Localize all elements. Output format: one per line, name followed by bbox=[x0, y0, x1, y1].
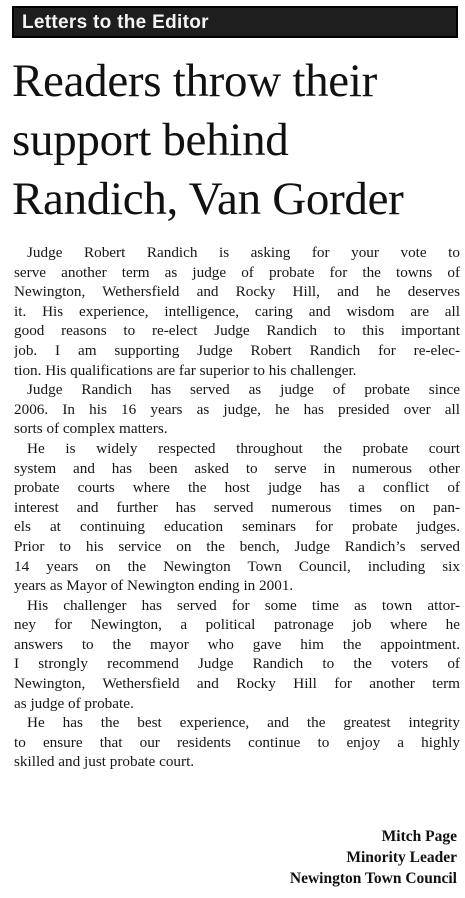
section-banner-label: Letters to the Editor bbox=[22, 12, 209, 33]
headline-line: Readers throw their bbox=[12, 55, 377, 107]
paragraph-line: Judge Robert Randich is asking for your vote to bbox=[27, 244, 460, 261]
paragraph-line: Newington, Wethersfield and Rocky Hill for another term bbox=[14, 675, 460, 693]
paragraph-line: good reasons to re-elect Judge Randich to this important bbox=[14, 322, 460, 340]
headline-line: Randich, Van Gorder bbox=[12, 173, 404, 225]
letter-paragraph bbox=[14, 596, 460, 714]
paragraph-line: interest and further has served numerous times on pan- bbox=[14, 498, 460, 516]
paragraph-line: serve another term as judge of probate for the towns of bbox=[14, 263, 460, 281]
paragraph-line: job. I am supporting Judge Robert Randich for re-elec- bbox=[14, 341, 460, 359]
letter-paragraph bbox=[14, 439, 460, 596]
headline-line: support behind bbox=[12, 114, 289, 166]
section-banner bbox=[12, 6, 458, 38]
paragraph-line: Newington, Wethersfield and Rocky Hill, and he deserves bbox=[14, 283, 460, 301]
signer-title: Minority Leader bbox=[346, 849, 457, 866]
paragraph-line: probate courts where the host judge has a conflict of bbox=[14, 479, 460, 497]
paragraph-line: answers to the mayor who gave him the appointment. bbox=[14, 635, 460, 653]
paragraph-line: tion. His qualifications are far superior to his challenger. bbox=[14, 361, 357, 379]
paragraph-line: it. His experience, intelligence, caring and wisdom are all bbox=[14, 302, 460, 320]
signature-block bbox=[290, 826, 457, 889]
paragraph-line: skilled and just probate court. bbox=[14, 753, 195, 771]
paragraph-line: to ensure that our residents continue to enjoy a highly bbox=[14, 733, 460, 751]
signer-organization: Newington Town Council bbox=[289, 870, 457, 887]
paragraph-line: He has the best experience, and the greatest integrity bbox=[27, 714, 460, 732]
letter-paragraph bbox=[14, 713, 460, 772]
signer-name: Mitch Page bbox=[381, 828, 457, 845]
paragraph-line: Prior to his service on the bench, Judge Randich’s served bbox=[14, 537, 460, 555]
paragraph-line: as judge of probate. bbox=[14, 694, 134, 712]
letter-paragraph bbox=[14, 380, 460, 439]
paragraph-line: years as Mayor of Newington ending in 2001. bbox=[14, 577, 294, 595]
paragraph-line: His challenger has served for some time as town attor- bbox=[27, 596, 460, 614]
paragraph-line: I strongly recommend Judge Randich to the voters of bbox=[14, 655, 460, 673]
letter-paragraph bbox=[14, 243, 460, 380]
paragraph-line: sorts of complex matters. bbox=[14, 420, 168, 438]
paragraph-line: He is widely respected throughout the probate court bbox=[27, 439, 460, 457]
letter-body bbox=[14, 243, 460, 772]
paragraph-line: Judge Randich has served as judge of probate since bbox=[27, 381, 460, 399]
paragraph-line: ney for Newington, a political patronage job where he bbox=[14, 616, 460, 634]
paragraph-line: 2006. In his 16 years as judge, he has presided over all bbox=[14, 400, 460, 418]
paragraph-line: 14 years on the Newington Town Council, including six bbox=[14, 557, 460, 575]
paragraph-line: system and has been asked to serve in numerous other bbox=[14, 459, 460, 477]
headline bbox=[12, 52, 462, 229]
paragraph-line: els at continuing education seminars for probate judges. bbox=[14, 518, 460, 536]
